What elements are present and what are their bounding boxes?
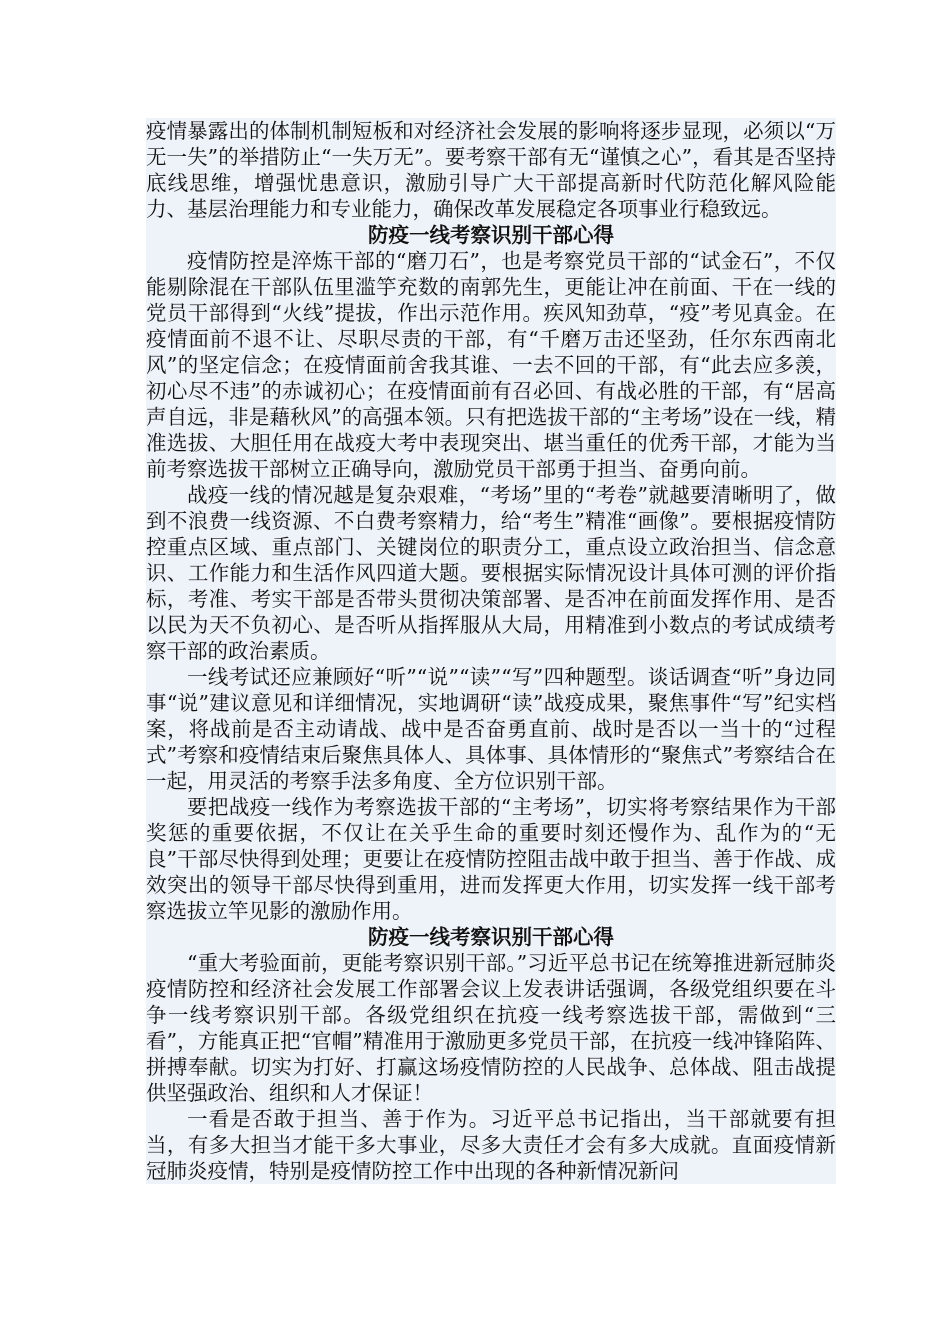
paragraph: 一看是否敢于担当、善于作为。习近平总书记指出，当干部就要有担当，有多大担当才能干多大事业，尽多大责任才会有多大成就。直面疫情新冠肺炎疫情，特别是疫情防控工作中出现的各种新情况新问 [146, 1107, 836, 1183]
document-body [146, 118, 836, 1184]
paragraph: 要把战疫一线作为考察选拔干部的“主考场”，切实将考察结果作为干部奖惩的重要依据，不仅让在关乎生命的重要时刻还慢作为、乱作为的“无良”干部尽快得到处理；更要让在疫情防控阻击战中敢于担当、善于作战、成效突出的领导干部尽快得到重用，进而发挥更大作用，切实发挥一线干部考察选拔立竿见影的激励作用。 [146, 795, 836, 923]
paragraph: 疫情防控是淬炼干部的“磨刀石”，也是考察党员干部的“试金石”，不仅能剔除混在干部队伍里滥竽充数的南郭先生，更能让冲在前面、干在一线的党员干部得到“火线”提拔，作出示范作用。疾风知劲草，“疫”考见真金。在疫情面前不退不让、尽职尽责的干部，有“千磨万击还坚劲，任尔东西南北风”的坚定信念；在疫情面前舍我其谁、一去不回的干部，有“此去应多羡，初心尽不违”的赤诚初心；在疫情面前有召必回、有战必胜的干部，有“居高声自远，非是藉秋风”的高强本领。只有把选拔干部的“主考场”设在一线，精准选拔、大胆任用在战疫大考中表现突出、堪当重任的优秀干部，才能为当前考察选拔干部树立正确导向，激励党员干部勇于担当、奋勇向前。 [146, 249, 836, 481]
paragraph: 一线考试还应兼顾好“听”“说”“读”“写”四种题型。谈话调查“听”身边同事“说”建议意见和详细情况，实地调研“读”战疫成果，聚焦事件“写”纪实档案，将战前是否主动请战、战中是否奋勇直前、战时是否以一当十的“过程式”考察和疫情结束后聚焦具体人、具体事、具体情形的“聚焦式”考察结合在一起，用灵活的考察手法多角度、全方位识别干部。 [146, 665, 836, 793]
paragraph: 战疫一线的情况越是复杂艰难，“考场”里的“考卷”就越要清晰明了，做到不浪费一线资源、不白费考察精力，给“考生”精准“画像”。要根据疫情防控重点区域、重点部门、关键岗位的职责分工，重点设立政治担当、信念意识、工作能力和生活作风四道大题。要根据实际情况设计具体可测的评价指标，考准、考实干部是否带头贯彻决策部署、是否冲在前面发挥作用、是否以民为天不负初心、是否听从指挥服从大局，用精准到小数点的考试成绩考察干部的政治素质。 [146, 483, 836, 663]
paragraph-intro: 疫情暴露出的体制机制短板和对经济社会发展的影响将逐步显现，必须以“万无一失”的举措防止“一失万无”。要考察干部有无“谨慎之心”，看其是否坚持底线思维，增强忧患意识，激励引导广大干部提高新时代防范化解风险能力、基层治理能力和专业能力，确保改革发展稳定各项事业行稳致远。 [146, 119, 836, 221]
section-heading: 防疫一线考察识别干部心得 [368, 925, 614, 949]
paragraph: “重大考验面前，更能考察识别干部。”习近平总书记在统筹推进新冠肺炎疫情防控和经济社会发展工作部署会议上发表讲话强调，各级党组织要在斗争一线考察识别干部。各级党组织在抗疫一线考察选拔干部，需做到“三看”，方能真正把“官帽”精准用于激励更多党员干部，在抗疫一线冲锋陷阵、拼搏奉献。切实为打好、打赢这场疫情防控的人民战争、总体战、阻击战提供坚强政治、组织和人才保证！ [146, 951, 836, 1105]
section-heading: 防疫一线考察识别干部心得 [368, 223, 614, 247]
